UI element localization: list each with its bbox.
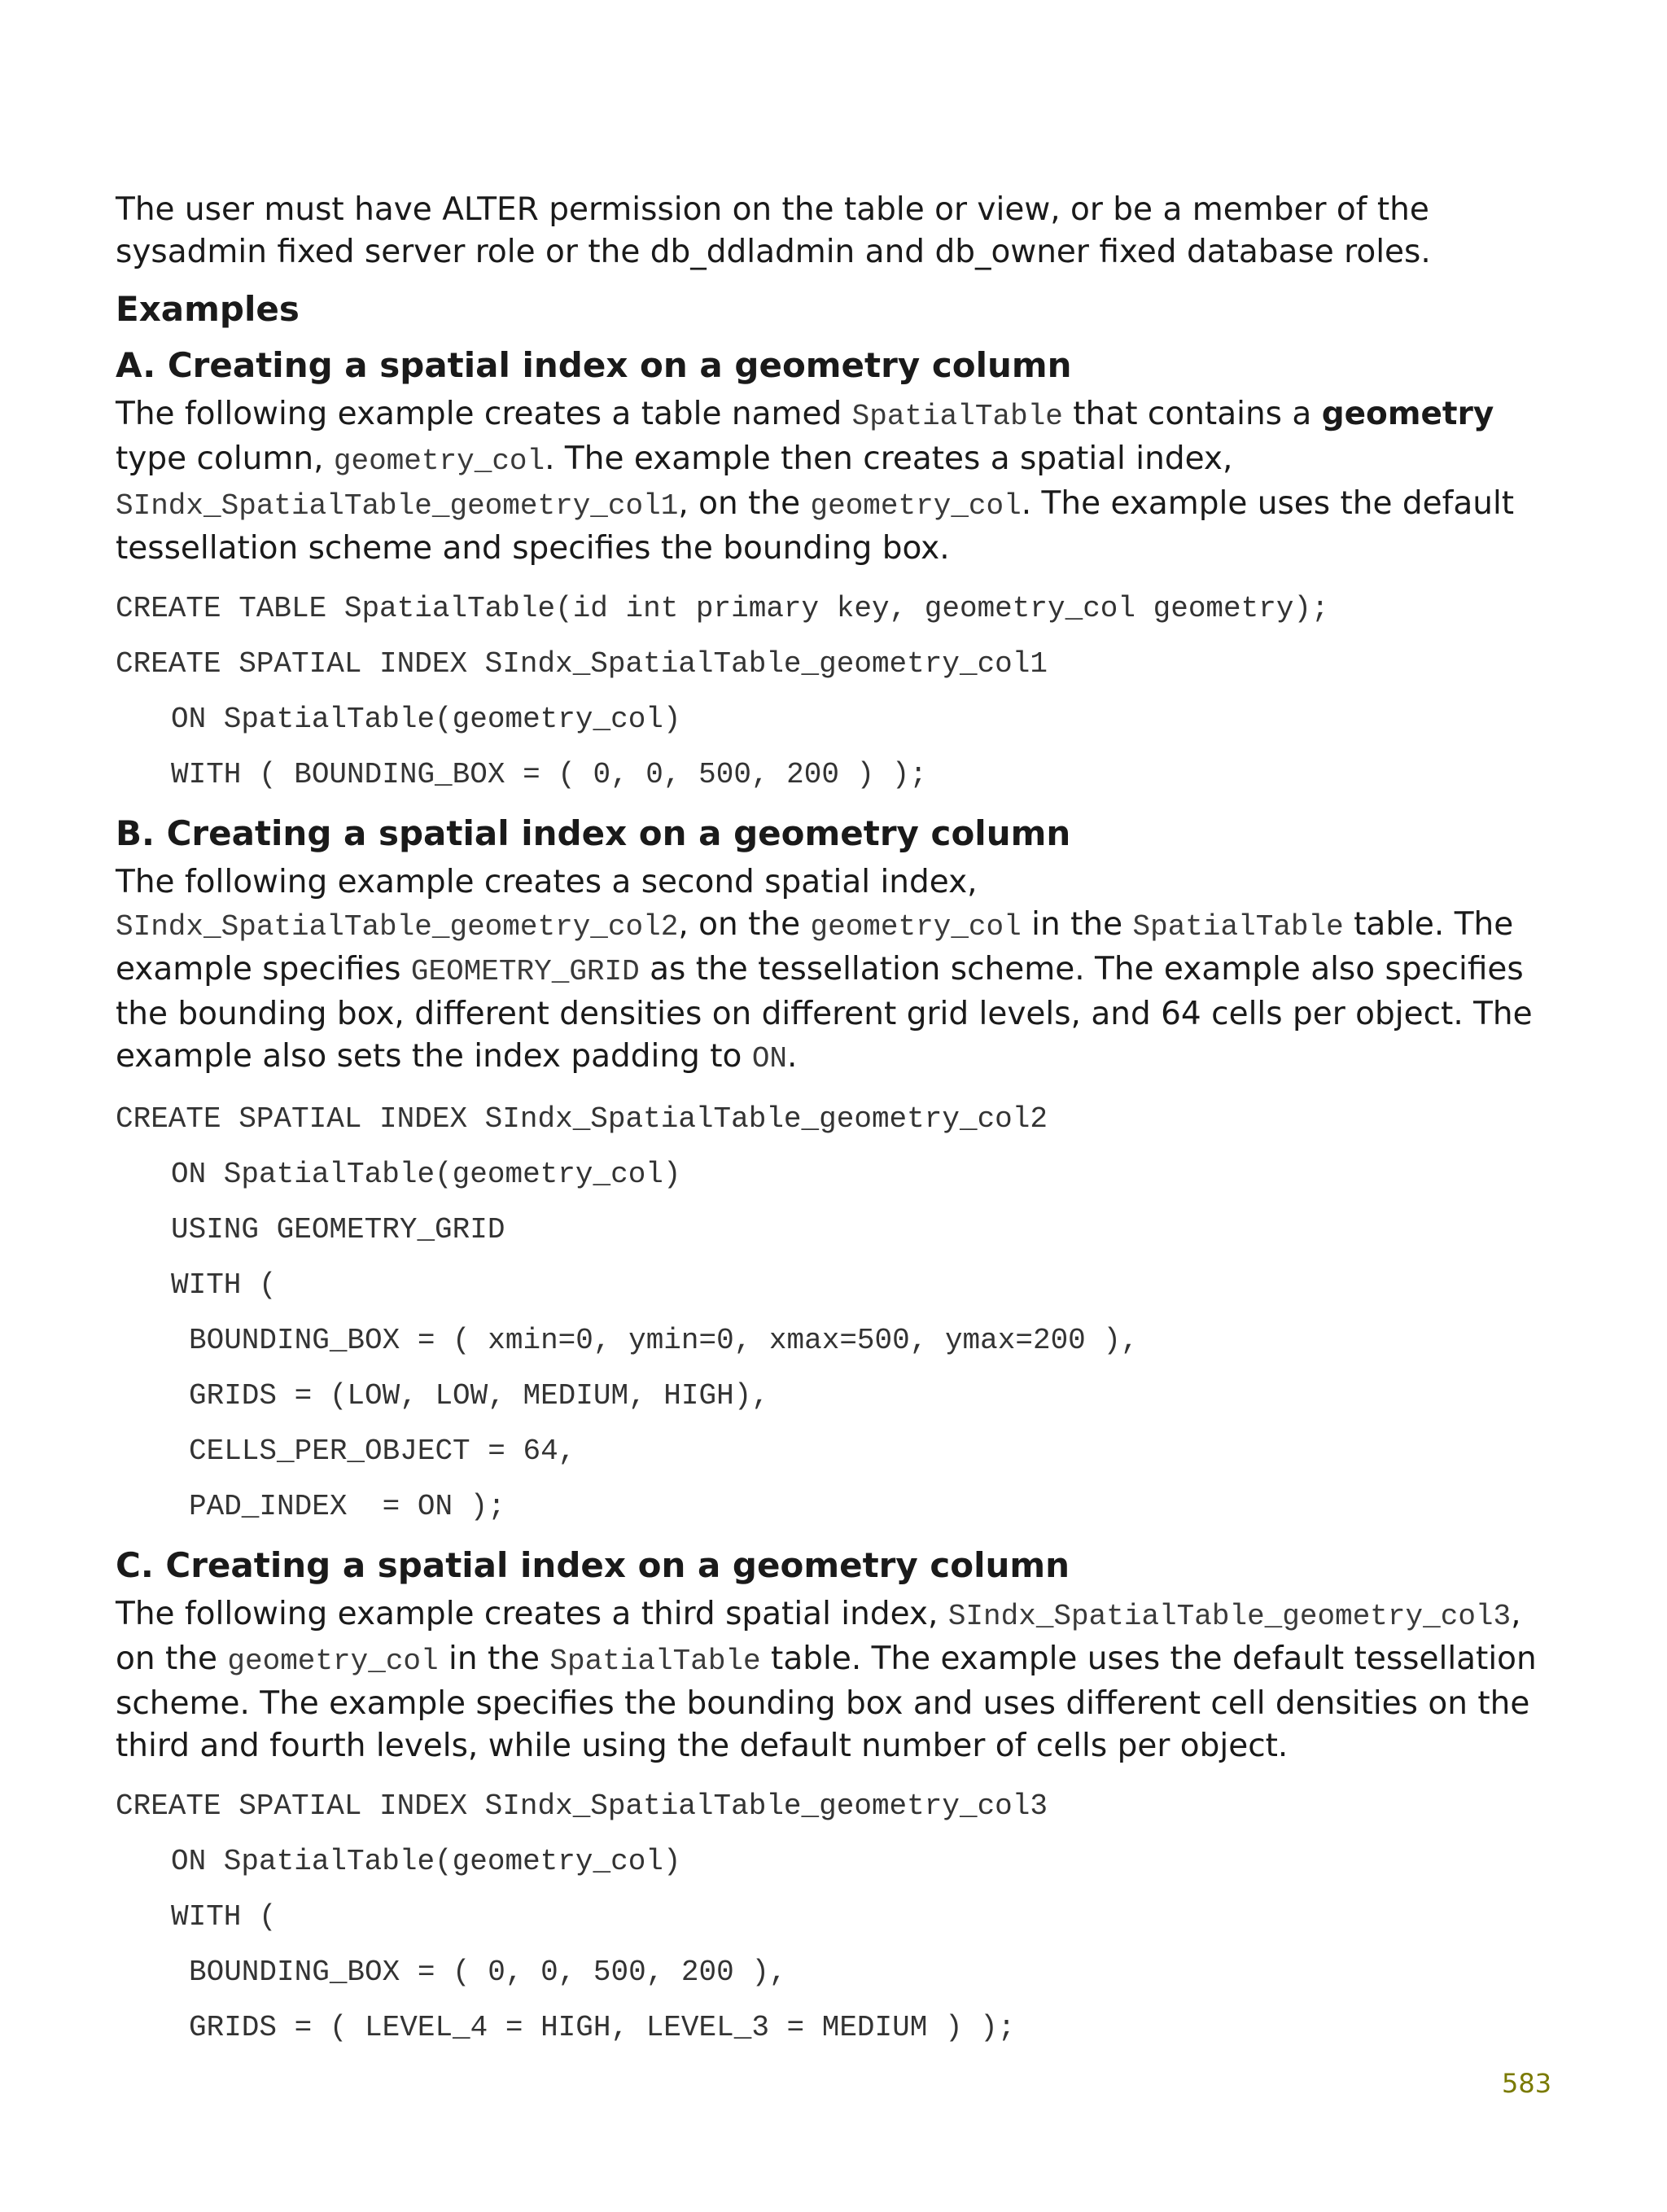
code-line: BOUNDING_BOX = ( xmin=0, ymin=0, xmax=500, ymax=200 ), (189, 1324, 1139, 1357)
text: The following example creates a table named (116, 396, 852, 432)
inline-code: SIndx_SpatialTable_geometry_col3 (947, 1600, 1512, 1633)
example-b-description (116, 861, 1550, 1080)
code-line: WITH ( (171, 1268, 277, 1302)
example-b-heading: B. Creating a spatial index on a geometry column (116, 813, 1071, 853)
example-b (116, 813, 1550, 1535)
inline-code: geometry_col (810, 489, 1022, 523)
inline-code: SIndx_SpatialTable_geometry_col2 (116, 910, 679, 944)
inline-code: geometry_col (227, 1645, 439, 1678)
text: . The example then creates a spatial index, (545, 440, 1233, 477)
code-line: CREATE SPATIAL INDEX SIndx_SpatialTable_geometry_col3 (116, 1789, 1048, 1823)
example-a-description (116, 393, 1550, 570)
inline-code: SpatialTable (549, 1645, 761, 1678)
text: . The example uses the default tessellation scheme and specifies the bounding box. (116, 485, 1515, 567)
inline-code: SpatialTable (1132, 910, 1344, 944)
example-c-heading: C. Creating a spatial index on a geometry column (116, 1545, 1070, 1585)
text: . (787, 1038, 798, 1075)
code-line: WITH ( BOUNDING_BOX = ( 0, 0, 500, 200 ) ); (171, 758, 927, 791)
code-line: GRIDS = ( LEVEL_4 = HIGH, LEVEL_3 = MEDIUM ) ); (189, 2011, 1016, 2044)
examples-heading: Examples (116, 289, 300, 329)
text: as the tessellation scheme. The example also specifies the bounding box, different densities on different grid levels, and 64 cells per object. The example also sets the index padding to (116, 951, 1533, 1075)
code-line: CREATE SPATIAL INDEX SIndx_SpatialTable_geometry_col1 (116, 647, 1048, 681)
text: table. The example specifies (116, 906, 1514, 988)
text: , on the (116, 1596, 1521, 1677)
code-line: ON SpatialTable(geometry_col) (171, 1845, 681, 1878)
text: , on the (678, 485, 811, 522)
inline-code: geometry_col (333, 445, 545, 478)
example-a (116, 344, 1550, 803)
code-line: USING GEOMETRY_GRID (171, 1213, 505, 1246)
code-line: ON SpatialTable(geometry_col) (171, 1158, 681, 1191)
code-line: CREATE SPATIAL INDEX SIndx_SpatialTable_geometry_col2 (116, 1102, 1048, 1136)
page-number: 583 (1502, 2068, 1552, 2099)
document-page (116, 189, 1550, 2056)
code-line: PAD_INDEX = ON ); (189, 1490, 505, 1523)
inline-code: ON (751, 1042, 788, 1075)
inline-code: geometry_col (810, 910, 1022, 944)
text: type column, (116, 440, 334, 477)
code-line: BOUNDING_BOX = ( 0, 0, 500, 200 ), (189, 1956, 787, 1989)
text: table. The example uses the default tessellation scheme. The example specifies the bounding box and uses different cell densities on the third and fourth levels, while using the default number of cells per object. (116, 1640, 1537, 1764)
text: , on the (678, 906, 811, 943)
code-line: GRIDS = (LOW, LOW, MEDIUM, HIGH), (189, 1379, 769, 1413)
code-line: WITH ( (171, 1900, 277, 1934)
example-b-code-block (116, 1092, 1550, 1535)
text: that contains a (1062, 396, 1322, 432)
permissions-paragraph: The user must have ALTER permission on the table or view, or be a member of the sysadmin fixed server role or the db_ddladmin and db_owner fixed database roles. (116, 191, 1431, 270)
inline-code: GEOMETRY_GRID (410, 955, 640, 988)
example-a-code-block (116, 581, 1550, 803)
example-c-code-block (116, 1779, 1550, 2056)
text: in the (1021, 906, 1133, 943)
example-c-description (116, 1593, 1550, 1767)
bold-term: geometry (1321, 396, 1494, 432)
inline-code: SIndx_SpatialTable_geometry_col1 (116, 489, 679, 523)
text: The following example creates a second spatial index, (116, 864, 978, 900)
code-line: ON SpatialTable(geometry_col) (171, 703, 681, 736)
code-line: CREATE TABLE SpatialTable(id int primary key, geometry_col geometry); (116, 592, 1329, 625)
text: The following example creates a third spatial index, (116, 1596, 948, 1632)
inline-code: SpatialTable (851, 400, 1063, 433)
example-c (116, 1544, 1550, 2056)
text: in the (438, 1640, 550, 1677)
example-a-heading: A. Creating a spatial index on a geometry column (116, 345, 1072, 385)
code-line: CELLS_PER_OBJECT = 64, (189, 1435, 576, 1468)
